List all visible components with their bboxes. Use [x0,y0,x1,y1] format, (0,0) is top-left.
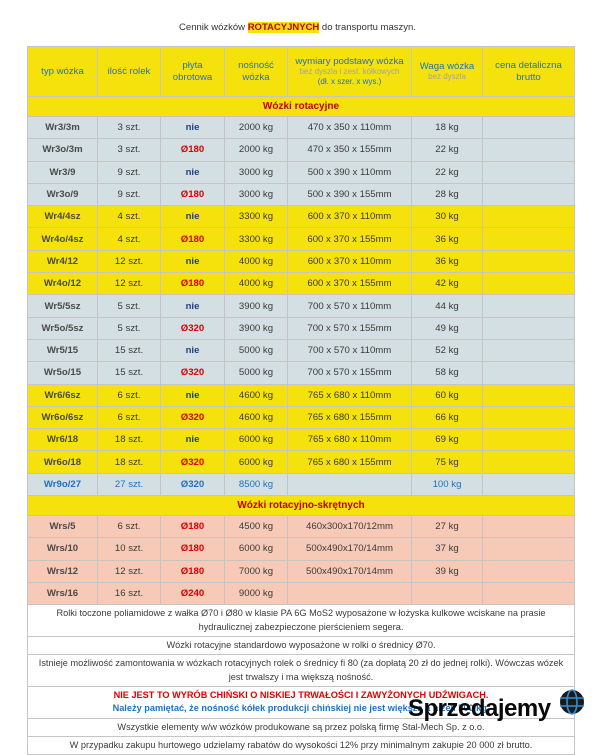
cell-plyta: Ø180 [161,139,225,161]
table-row [28,560,575,582]
cell-typ: Wr3/3m [28,117,98,139]
header-cena: cena detaliczna brutto [483,47,575,97]
cell-wymiary: 700 x 570 x 155mm [288,317,412,339]
title-text-before: Cennik wózków [179,22,248,33]
sprzedajemy-logo [408,688,588,730]
cell-cena [483,228,575,250]
header-wymiary-main: wymiary podstawy wózka [295,55,404,67]
cell-wymiary: 500 x 390 x 110mm [288,161,412,183]
cell-cena [483,206,575,228]
cell-cena [483,451,575,473]
note-row-fi80 [28,655,575,687]
cell-waga: 22 kg [412,161,483,183]
cell-rolki: 3 szt. [98,117,161,139]
cell-plyta: Ø320 [161,362,225,384]
cell-plyta: nie [161,117,225,139]
cell-waga: 66 kg [412,406,483,428]
table-row [28,582,575,604]
cell-plyta: Ø180 [161,560,225,582]
table-row [28,183,575,205]
cell-typ: Wr3o/3m [28,139,98,161]
globe-icon [558,688,586,716]
cell-nosnosc: 9000 kg [225,582,288,604]
cell-nosnosc: 3900 kg [225,317,288,339]
table-row [28,362,575,384]
cell-plyta: nie [161,339,225,361]
cell-wymiary [288,582,412,604]
cell-typ: Wr4/4sz [28,206,98,228]
cell-nosnosc: 5000 kg [225,339,288,361]
header-wymiary-sub2: (dł. x szer. x wys.) [317,77,382,87]
header-wymiary-sub: bez dyszla i zest. kółkowych [299,67,400,77]
header-plyta: płyta obrotowa [161,47,225,97]
cell-typ: Wr6/6sz [28,384,98,406]
price-table [27,46,575,755]
cell-waga: 30 kg [412,206,483,228]
cell-wymiary: 765 x 680 x 110mm [288,384,412,406]
cell-cena [483,183,575,205]
cell-typ: Wr6o/6sz [28,406,98,428]
cell-typ: Wr3/9 [28,161,98,183]
cell-nosnosc: 4600 kg [225,384,288,406]
cell-waga: 49 kg [412,317,483,339]
section-rotacyjne-label: Wózki rotacyjne [28,97,575,117]
cell-rolki: 18 szt. [98,451,161,473]
cell-plyta: nie [161,161,225,183]
cell-typ: Wrs/12 [28,560,98,582]
cell-wymiary: 765 x 680 x 155mm [288,451,412,473]
cell-rolki: 16 szt. [98,582,161,604]
cell-waga: 75 kg [412,451,483,473]
cell-nosnosc: 4000 kg [225,250,288,272]
cell-waga: 22 kg [412,139,483,161]
table-row [28,139,575,161]
cell-rolki: 10 szt. [98,538,161,560]
section-skretne-label: Wózki rotacyjno-skrętnych [28,496,575,516]
cell-rolki: 6 szt. [98,406,161,428]
table-row [28,206,575,228]
cell-plyta: Ø320 [161,473,225,495]
cell-nosnosc: 7000 kg [225,560,288,582]
header-waga [412,47,483,97]
table-row [28,384,575,406]
cell-wymiary: 600 x 370 x 155mm [288,273,412,295]
cell-rolki: 9 szt. [98,161,161,183]
note-warning-blue: Należy pamiętać, że nośność kółek produkcji chińskiej nie jest większa a niżeli 500 kg. [112,703,490,714]
logo-text: Sprzedajemy [408,695,551,722]
table-row [28,429,575,451]
cell-plyta: Ø180 [161,516,225,538]
cell-typ: Wr5o/5sz [28,317,98,339]
cell-typ: Wrs/5 [28,516,98,538]
cell-typ: Wrs/10 [28,538,98,560]
cell-wymiary: 700 x 570 x 110mm [288,295,412,317]
title-highlight: ROTACYJNYCH [247,22,320,33]
cell-wymiary: 460x300x170/12mm [288,516,412,538]
cell-waga: 69 kg [412,429,483,451]
table-row [28,339,575,361]
cell-cena [483,538,575,560]
cell-plyta: Ø180 [161,183,225,205]
cell-rolki: 5 szt. [98,295,161,317]
table-row [28,317,575,339]
cell-typ: Wr9o/27 [28,473,98,495]
table-row [28,250,575,272]
cell-cena [483,117,575,139]
cell-waga: 52 kg [412,339,483,361]
note-row-rolki [28,605,575,637]
cell-cena [483,295,575,317]
cell-typ: Wr5o/15 [28,362,98,384]
cell-rolki: 6 szt. [98,384,161,406]
cell-waga: 28 kg [412,183,483,205]
table-row [28,406,575,428]
cell-plyta: nie [161,295,225,317]
cell-rolki: 15 szt. [98,339,161,361]
cell-typ: Wr3o/9 [28,183,98,205]
header-waga-sub: bez dyszla [428,72,466,82]
cell-plyta: Ø180 [161,538,225,560]
cell-wymiary: 470 x 350 x 155mm [288,139,412,161]
cell-wymiary: 600 x 370 x 110mm [288,206,412,228]
cell-cena [483,406,575,428]
cell-cena [483,429,575,451]
cell-wymiary: 765 x 680 x 110mm [288,429,412,451]
cell-wymiary: 470 x 350 x 110mm [288,117,412,139]
header-typ: typ wózka [28,47,98,97]
cell-plyta: Ø180 [161,228,225,250]
title-text-after: do transportu maszyn. [319,22,416,33]
cell-cena [483,362,575,384]
note-producer: Wszystkie elementy w/w wózków produkowane są przez polską firmę Stal-Mech Sp. z o.o. [28,718,575,736]
cell-cena [483,473,575,495]
cell-cena [483,273,575,295]
cell-plyta: Ø180 [161,273,225,295]
table-row [28,516,575,538]
cell-cena [483,250,575,272]
table-row [28,117,575,139]
page-title [0,22,595,33]
cell-typ: Wrs/16 [28,582,98,604]
cell-wymiary [288,473,412,495]
cell-wymiary: 500x490x170/14mm [288,538,412,560]
cell-plyta: Ø320 [161,317,225,339]
cell-typ: Wr4o/4sz [28,228,98,250]
cell-waga: 42 kg [412,273,483,295]
header-wymiary [288,47,412,97]
table-row [28,451,575,473]
cell-nosnosc: 3000 kg [225,183,288,205]
cell-nosnosc: 3000 kg [225,161,288,183]
cell-plyta: Ø320 [161,406,225,428]
table-row [28,473,575,495]
cell-waga: 100 kg [412,473,483,495]
cell-typ: Wr6/18 [28,429,98,451]
cell-wymiary: 600 x 370 x 155mm [288,228,412,250]
header-nosnosc: nośność wózka [225,47,288,97]
table-row [28,161,575,183]
cell-rolki: 12 szt. [98,560,161,582]
header-waga-main: Waga wózka [419,60,475,72]
cell-nosnosc: 5000 kg [225,362,288,384]
cell-wymiary: 700 x 570 x 110mm [288,339,412,361]
cell-plyta: Ø240 [161,582,225,604]
cell-rolki: 4 szt. [98,228,161,250]
cell-waga [412,582,483,604]
table-row [28,228,575,250]
cell-nosnosc: 8500 kg [225,473,288,495]
cell-wymiary: 500 x 390 x 155mm [288,183,412,205]
cell-typ: Wr4/12 [28,250,98,272]
cell-nosnosc: 4600 kg [225,406,288,428]
cell-wymiary: 500x490x170/14mm [288,560,412,582]
cell-nosnosc: 3900 kg [225,295,288,317]
header-rolki: ilość rolek [98,47,161,97]
cell-rolki: 3 szt. [98,139,161,161]
cell-rolki: 18 szt. [98,429,161,451]
table-row [28,538,575,560]
cell-waga: 37 kg [412,538,483,560]
note-fi80: Istnieje możliwość zamontowania w wózkach rotacyjnych rolek o średnicy fi 80 (za dopłatą 20 zł do jednej rolki). Wówczas wózek jest trwalszy i ma większą nośność. [28,655,575,687]
cell-waga: 27 kg [412,516,483,538]
cell-rolki: 5 szt. [98,317,161,339]
cell-wymiary: 765 x 680 x 155mm [288,406,412,428]
cell-plyta: nie [161,206,225,228]
cell-rolki: 15 szt. [98,362,161,384]
cell-waga: 39 kg [412,560,483,582]
cell-cena [483,560,575,582]
cell-nosnosc: 4000 kg [225,273,288,295]
cell-nosnosc: 3300 kg [225,206,288,228]
cell-nosnosc: 6000 kg [225,429,288,451]
cell-typ: Wr5/15 [28,339,98,361]
cell-wymiary: 700 x 570 x 155mm [288,362,412,384]
cell-waga: 36 kg [412,228,483,250]
cell-cena [483,339,575,361]
note-standard: Wózki rotacyjne standardowo wyposażone w rolki o średnicy Ø70. [28,636,575,654]
table-row [28,295,575,317]
cell-cena [483,582,575,604]
cell-cena [483,161,575,183]
cell-waga: 44 kg [412,295,483,317]
cell-plyta: Ø320 [161,451,225,473]
cell-nosnosc: 2000 kg [225,117,288,139]
note-row-standard [28,636,575,654]
cell-waga: 58 kg [412,362,483,384]
cell-cena [483,317,575,339]
note-discount: W przypadku zakupu hurtowego udzielamy rabatów do wysokości 12% przy minimalnym zakupie 20 000 zł brutto. [28,736,575,754]
cell-typ: Wr4o/12 [28,273,98,295]
cell-nosnosc: 2000 kg [225,139,288,161]
cell-cena [483,516,575,538]
cell-rolki: 4 szt. [98,206,161,228]
cell-plyta: nie [161,429,225,451]
section-skretne [28,496,575,516]
cell-rolki: 12 szt. [98,273,161,295]
header-row [28,47,575,97]
cell-cena [483,139,575,161]
cell-wymiary: 600 x 370 x 110mm [288,250,412,272]
section-rotacyjne [28,97,575,117]
cell-rolki: 6 szt. [98,516,161,538]
cell-typ: Wr5/5sz [28,295,98,317]
cell-nosnosc: 6000 kg [225,451,288,473]
cell-nosnosc: 3300 kg [225,228,288,250]
note-rolki: Rolki toczone poliamidowe z wałka Ø70 i Ø80 w klasie PA 6G MoS2 wyposażone w łożyska kulkowe wciskane na prasie hydraulicznej zabezpieczone pierścieniem segera. [28,605,575,637]
cell-typ: Wr6o/18 [28,451,98,473]
cell-plyta: nie [161,384,225,406]
note-row-discount [28,736,575,754]
cell-waga: 60 kg [412,384,483,406]
cell-waga: 36 kg [412,250,483,272]
cell-plyta: nie [161,250,225,272]
table-row [28,273,575,295]
cell-waga: 18 kg [412,117,483,139]
cell-rolki: 27 szt. [98,473,161,495]
cell-nosnosc: 4500 kg [225,516,288,538]
cell-nosnosc: 6000 kg [225,538,288,560]
cell-cena [483,384,575,406]
cell-rolki: 12 szt. [98,250,161,272]
note-warning-red: NIE JEST TO WYRÓB CHIŃSKI O NISKIEJ TRWAŁOŚCI I ZAWYŻONYCH UDŹWIGACH. [113,689,489,700]
cell-rolki: 9 szt. [98,183,161,205]
